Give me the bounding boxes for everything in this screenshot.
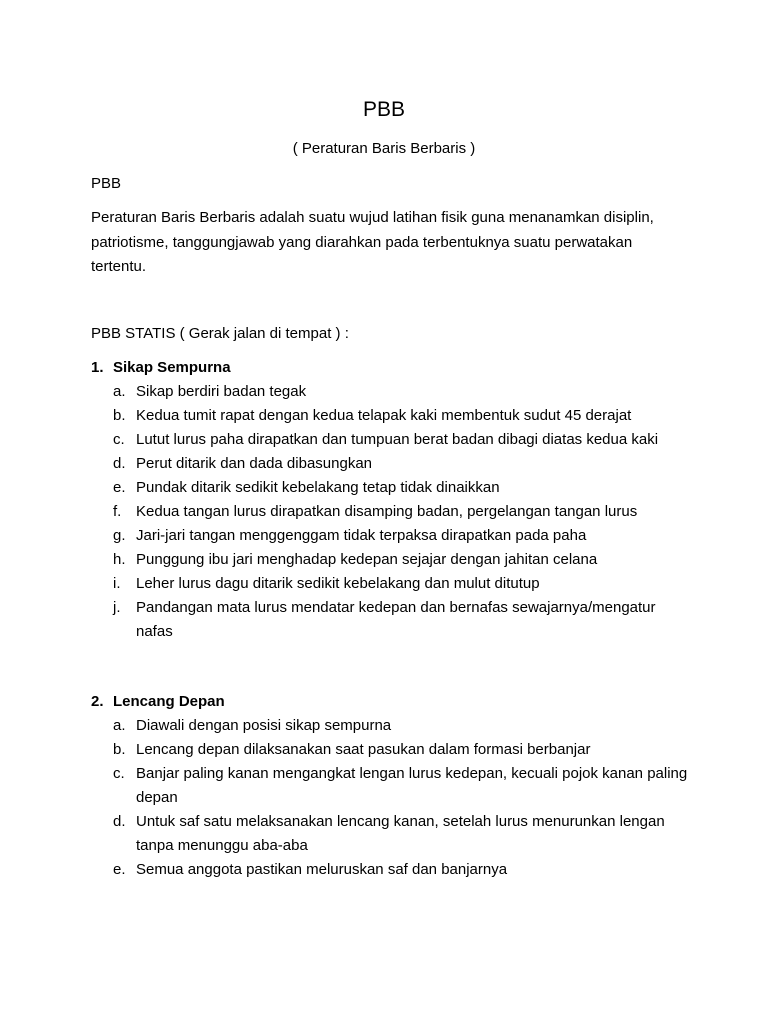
list-item xyxy=(91,404,691,428)
list-item xyxy=(91,810,691,858)
document-title: PBB xyxy=(362,98,406,121)
section-title: Lencang Depan xyxy=(113,693,225,710)
list-item xyxy=(91,738,691,762)
item-text: Lencang depan dilaksanakan saat pasukan dalam formasi berbanjar xyxy=(136,741,591,758)
item-text: Punggung ibu jari menghadap kedepan sejajar dengan jahitan celana xyxy=(136,551,598,568)
item-marker: a. xyxy=(113,383,126,400)
item-text: Perut ditarik dan dada dibasungkan xyxy=(136,455,373,472)
item-text: Sikap berdiri badan tegak xyxy=(136,383,307,400)
item-list xyxy=(91,380,691,644)
list-item xyxy=(91,476,691,500)
list-item xyxy=(91,428,691,452)
item-list xyxy=(91,714,691,882)
list-item xyxy=(91,714,691,738)
item-marker: e. xyxy=(113,479,126,496)
item-marker: b. xyxy=(113,407,126,424)
statis-heading: PBB STATIS ( Gerak jalan di tempat ) : xyxy=(91,325,349,342)
item-marker: h. xyxy=(113,551,126,568)
item-text: Diawali dengan posisi sikap sempurna xyxy=(136,717,392,734)
section-heading xyxy=(91,690,691,714)
list-item xyxy=(91,524,691,548)
list-item xyxy=(91,452,691,476)
list-item xyxy=(91,380,691,404)
item-text: Leher lurus dagu ditarik sedikit kebelakang dan mulut ditutup xyxy=(136,575,540,592)
list-item xyxy=(91,500,691,524)
item-text: Banjar paling kanan mengangkat lengan lurus kedepan, kecuali pojok kanan paling depan xyxy=(136,765,688,806)
item-text: Untuk saf satu melaksanakan lencang kanan, setelah lurus menurunkan lengan tanpa menunggu aba-aba xyxy=(136,813,665,854)
item-text: Kedua tumit rapat dengan kedua telapak kaki membentuk sudut 45 derajat xyxy=(136,407,632,424)
item-marker: c. xyxy=(113,431,125,448)
item-marker: b. xyxy=(113,741,126,758)
intro-paragraph: Peraturan Baris Berbaris adalah suatu wujud latihan fisik guna menanamkan disiplin, patriotisme, tanggungjawab yang diarahkan pada terbentuknya suatu perwatakan tertentu. xyxy=(91,209,654,275)
item-text: Kedua tangan lurus dirapatkan disamping badan, pergelangan tangan lurus xyxy=(136,503,638,520)
list-item xyxy=(91,762,691,810)
item-marker: e. xyxy=(113,861,126,878)
section-label: PBB xyxy=(91,175,122,192)
item-text: Jari-jari tangan menggenggam tidak terpaksa dirapatkan pada paha xyxy=(136,527,587,544)
item-marker: j. xyxy=(113,599,121,616)
item-marker: c. xyxy=(113,765,125,782)
section-heading xyxy=(91,356,691,380)
section-sikap-sempurna xyxy=(91,356,691,644)
section-lencang-depan xyxy=(91,690,691,882)
section-number: 2. xyxy=(91,693,104,710)
item-text: Semua anggota pastikan meluruskan saf dan banjarnya xyxy=(136,861,508,878)
item-marker: f. xyxy=(113,503,122,520)
section-title: Sikap Sempurna xyxy=(113,359,231,376)
item-text: Pundak ditarik sedikit kebelakang tetap tidak dinaikkan xyxy=(136,479,500,496)
list-item xyxy=(91,548,691,572)
item-text: Pandangan mata lurus mendatar kedepan dan bernafas sewajarnya/mengatur nafas xyxy=(136,599,656,640)
item-marker: a. xyxy=(113,717,126,734)
item-marker: g. xyxy=(113,527,126,544)
item-marker: d. xyxy=(113,813,126,830)
section-number: 1. xyxy=(91,359,104,376)
item-marker: i. xyxy=(113,575,121,592)
item-marker: d. xyxy=(113,455,126,472)
list-item xyxy=(91,858,691,882)
item-text: Lutut lurus paha dirapatkan dan tumpuan berat badan dibagi diatas kedua kaki xyxy=(136,431,659,448)
list-item xyxy=(91,572,691,596)
list-item xyxy=(91,596,691,644)
document-subtitle: ( Peraturan Baris Berbaris ) xyxy=(292,140,476,157)
